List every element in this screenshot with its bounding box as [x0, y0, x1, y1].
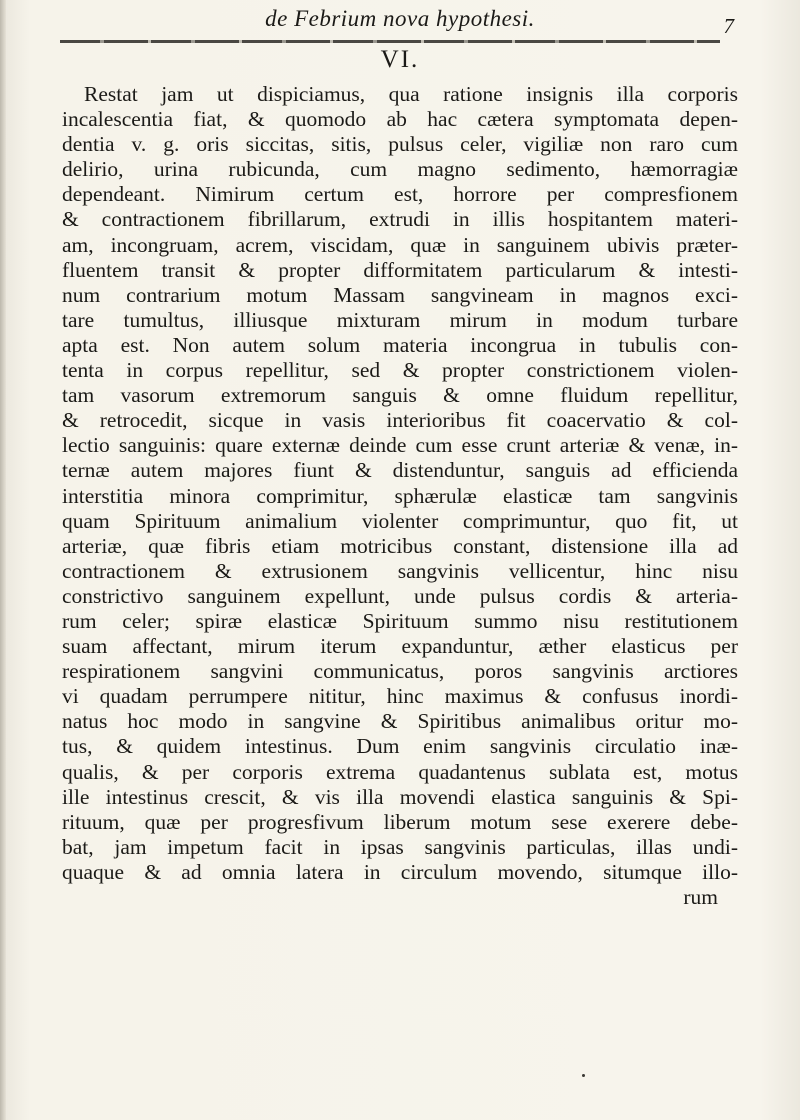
- text-line: interstitia minora comprimitur, sphærulæ elasticæ tam sangvinis: [62, 483, 738, 508]
- running-title: de Febrium nova hypothesi.: [265, 6, 535, 31]
- text-line: dentia v. g. oris siccitas, sitis, pulsus celer, vigiliæ non raro cum: [62, 132, 738, 157]
- text-line: constrictivo sanguinem expellunt, unde pulsus cordis & arteria-: [62, 583, 738, 608]
- section-heading: VI.: [380, 46, 420, 73]
- text-line: incalescentia fiat, & quomodo ab hac cætera symptomata depen-: [62, 107, 738, 132]
- text-line: rum: [683, 885, 718, 909]
- text-line: lectio sanguinis: quare externæ deinde cum esse crunt arteriæ & venæ, in-: [62, 433, 738, 458]
- text-line: num contrarium motum Massam sangvineam in magnos exci-: [62, 282, 738, 307]
- text-line: rituum, quæ per progresfivum liberum motum sese exerere debe-: [62, 809, 738, 834]
- text-line: fluentem transit & propter difformitatem particularum & intesti-: [62, 257, 738, 282]
- text-line: dependeant. Nimirum certum est, horrore per compresfionem: [62, 182, 738, 207]
- text-line: rum celer; spiræ elasticæ Spirituum summo nisu restitutionem: [62, 608, 738, 633]
- text-line: Restat jam ut dispiciamus, qua ratione insignis illa corporis: [84, 82, 738, 106]
- text-line: & retrocedit, sicque in vasis interioribus fit coacervatio & col-: [62, 408, 738, 433]
- page-number: 7: [723, 14, 734, 38]
- text-line: qualis, & per corporis extrema quadantenus sublata est, motus: [62, 759, 738, 784]
- text-line: ille intestinus crescit, & vis illa movendi elastica sanguinis & Spi-: [62, 784, 738, 809]
- text-line: quam Spirituum animalium violenter comprimuntur, quo fit, ut: [62, 508, 738, 533]
- page-gutter-shadow: [0, 0, 6, 1120]
- body-paragraph: [62, 82, 738, 910]
- text-line: suam affectant, mirum iterum expanduntur, æther elasticus per: [62, 634, 738, 659]
- text-line: tam vasorum extremorum sanguis & omne fluidum repellitur,: [62, 383, 738, 408]
- text-line: arteriæ, quæ fibris etiam motricibus constant, distensione illa ad: [62, 533, 738, 558]
- text-line: respirationem sangvini communicatus, poros sangvinis arctiores: [62, 659, 738, 684]
- text-line: vi quadam perrumpere nititur, hinc maximus & confusus inordi-: [62, 684, 738, 709]
- text-line: apta est. Non autem solum materia incongrua in tubulis con-: [62, 332, 738, 357]
- text-line: bat, jam impetum facit in ipsas sangvinis particulas, illas undi-: [62, 834, 738, 859]
- text-line: delirio, urina rubicunda, cum magno sedimento, hæmorragiæ: [62, 157, 738, 182]
- text-line: tare tumultus, illiusque mixturam mirum in modum turbare: [62, 307, 738, 332]
- text-line: natus hoc modo in sangvine & Spiritibus animalibus oritur mo-: [62, 709, 738, 734]
- text-line: tenta in corpus repellitur, sed & propter constrictionem violen-: [62, 358, 738, 383]
- running-head: [0, 6, 800, 46]
- text-line: am, incongruam, acrem, viscidam, quæ in sanguinem ubivis præter-: [62, 232, 738, 257]
- text-line: & contractionem fibrillarum, extrudi in illis hospitantem materi-: [62, 207, 738, 232]
- text-line: ternæ autem majores fiunt & distenduntur, sanguis ad efficienda: [62, 458, 738, 483]
- header-rule: [60, 40, 720, 43]
- text-line: tus, & quidem intestinus. Dum enim sangvinis circulatio inæ-: [62, 734, 738, 759]
- text-line: contractionem & extrusionem sangvinis vellicentur, hinc nisu: [62, 558, 738, 583]
- ink-speck: [582, 1074, 585, 1077]
- text-line: quaque & ad omnia latera in circulum movendo, situmque illo-: [62, 859, 738, 884]
